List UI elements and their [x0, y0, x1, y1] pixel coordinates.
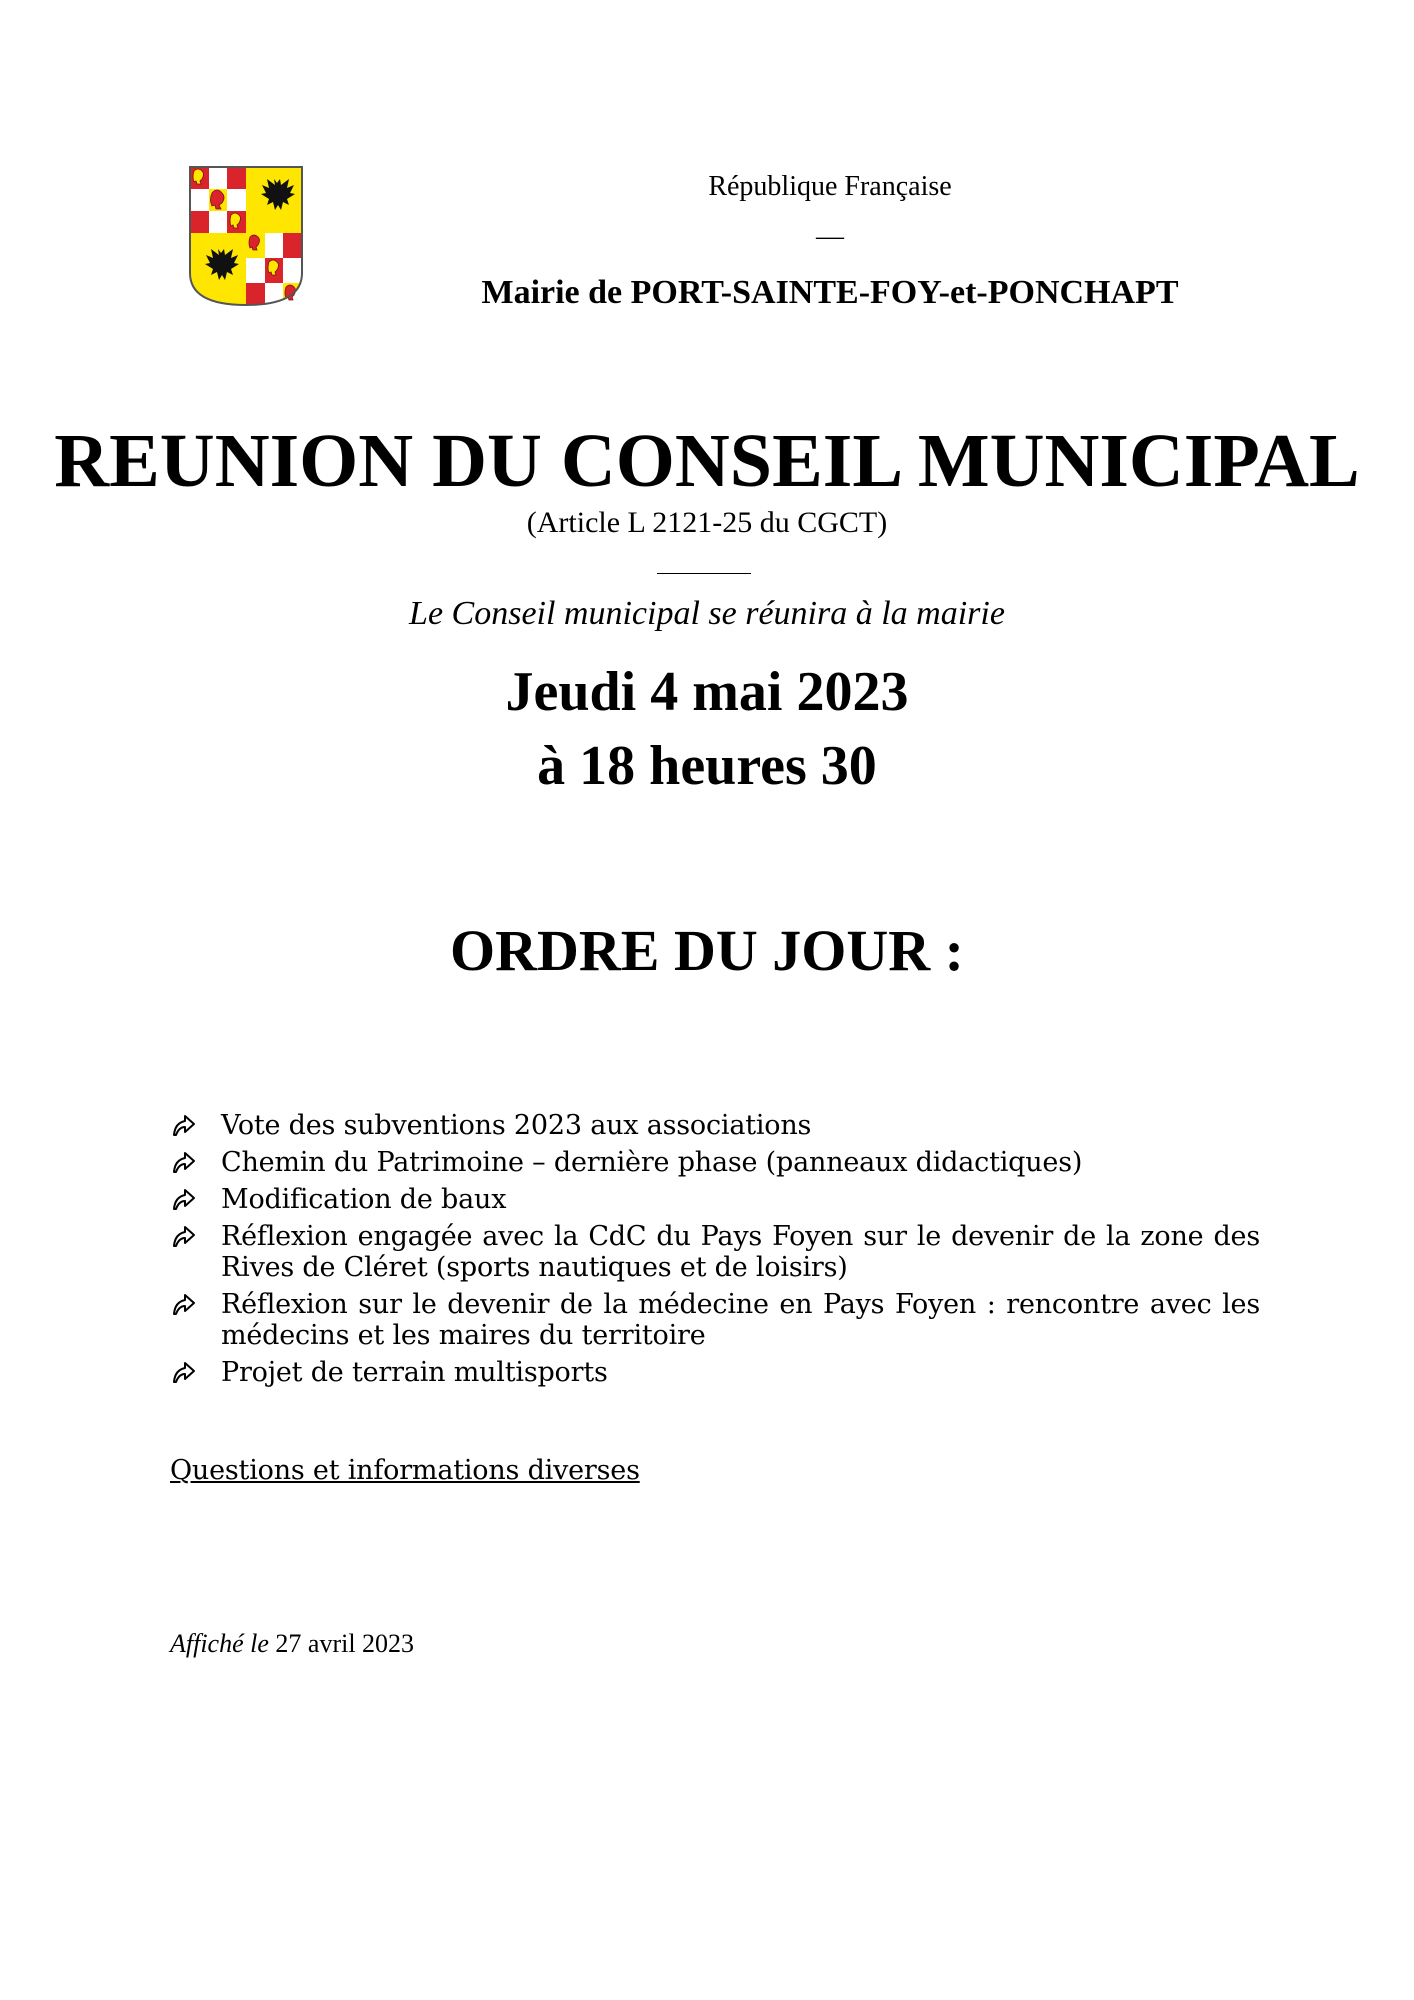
- republic-label: République Française: [708, 171, 952, 202]
- agenda-item: [170, 1110, 1260, 1141]
- curved-arrow-icon: [170, 1150, 196, 1176]
- questions-link: Questions et informations diverses: [170, 1455, 640, 1486]
- curved-arrow-icon: [170, 1113, 196, 1139]
- agenda-heading: ORDRE DU JOUR :: [450, 918, 964, 983]
- agenda-item-text: Modification de baux: [221, 1184, 507, 1215]
- agenda-item-text: Chemin du Patrimoine – dernière phase (panneaux didactiques): [221, 1147, 1083, 1178]
- page-title: REUNION DU CONSEIL MUNICIPAL: [54, 419, 1360, 503]
- agenda-item: [170, 1147, 1260, 1178]
- agenda-item: [170, 1357, 1260, 1388]
- posted-date: 27 avril 2023: [275, 1629, 415, 1658]
- curved-arrow-icon: [170, 1360, 196, 1386]
- mairie-name: Mairie de PORT-SAINTE-FOY-et-PONCHAPT: [481, 274, 1179, 311]
- agenda-item-text: Projet de terrain multisports: [221, 1357, 608, 1388]
- posted-notice: [170, 1628, 414, 1659]
- coat-of-arms-icon: [186, 163, 306, 309]
- posted-label: Affiché le: [170, 1629, 269, 1658]
- agenda-item-text: Réflexion engagée avec la CdC du Pays Foyen sur le devenir de la zone des Rives de Cléret (sports nautiques et de loisirs): [221, 1221, 1260, 1283]
- meeting-time: à 18 heures 30: [537, 735, 877, 797]
- header-separator: —: [816, 221, 844, 252]
- agenda-item: [170, 1289, 1260, 1351]
- agenda-item-text: Réflexion sur le devenir de la médecine en Pays Foyen : rencontre avec les médecins et les maires du territoire: [221, 1289, 1260, 1351]
- agenda-item: [170, 1221, 1260, 1283]
- divider: [657, 573, 751, 574]
- curved-arrow-icon: [170, 1292, 196, 1318]
- meeting-date: Jeudi 4 mai 2023: [505, 661, 909, 723]
- curved-arrow-icon: [170, 1224, 196, 1250]
- article-reference: (Article L 2121-25 du CGCT): [526, 506, 888, 539]
- curved-arrow-icon: [170, 1187, 196, 1213]
- agenda-item-text: Vote des subventions 2023 aux associations: [221, 1110, 812, 1141]
- agenda-item: [170, 1184, 1260, 1215]
- venue-text: Le Conseil municipal se réunira à la mairie: [409, 595, 1005, 632]
- agenda-list: [170, 1110, 1260, 1394]
